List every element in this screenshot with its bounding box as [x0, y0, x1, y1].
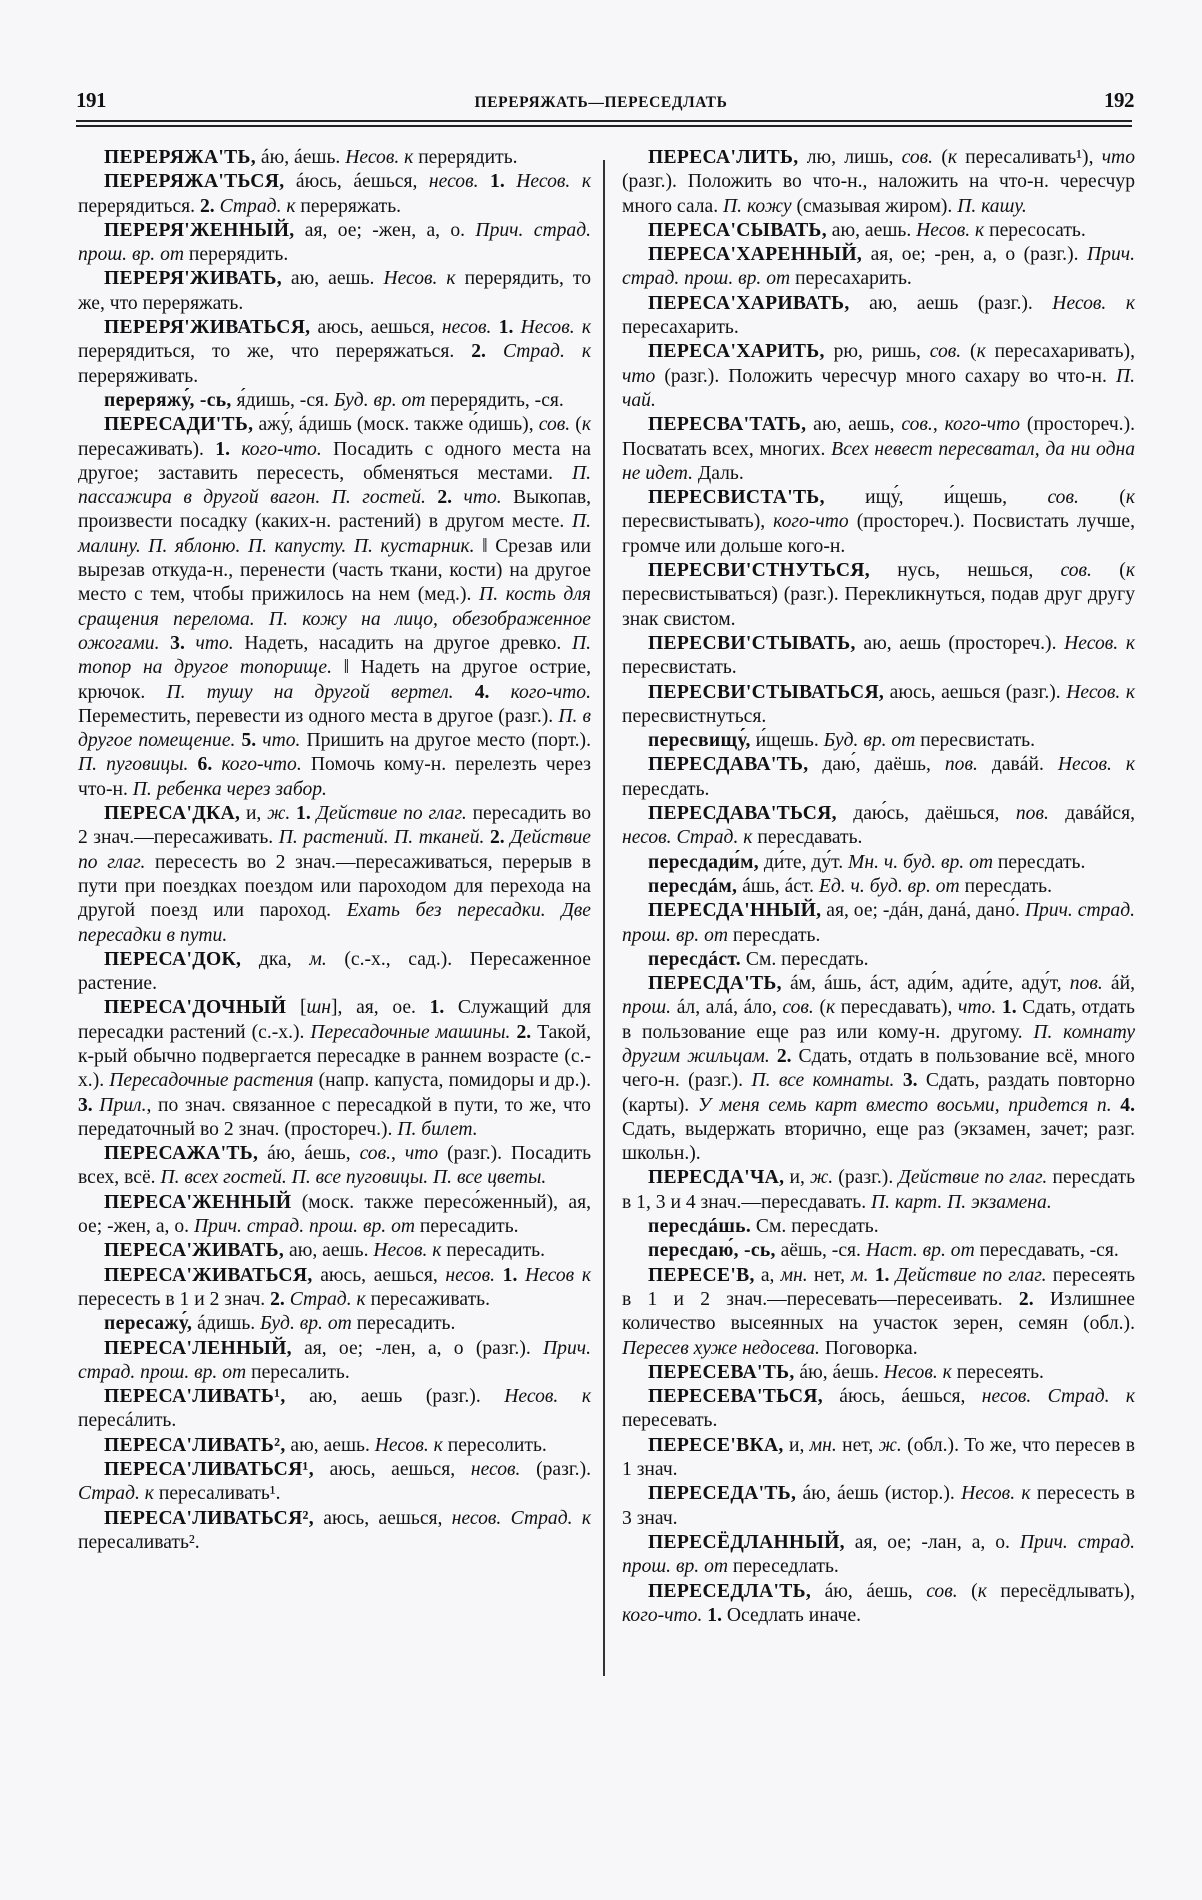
- dictionary-entry: [622, 1434, 1135, 1483]
- dictionary-entry: [622, 632, 1135, 681]
- entry-headword: пересажу́,: [104, 1313, 193, 1335]
- entry-definition: ая, ое; -дáн, данá, дано́. Прич. страд. прош. вр. от пересдать.: [622, 900, 1136, 946]
- dictionary-entry: [78, 146, 591, 170]
- entry-headword: ПЕРЕСА'ДОК,: [104, 948, 242, 970]
- entry-definition: аю, аешь, сов., кого-что (простореч.). Посватать всех, многих. Всех невест пересватал, да ни одна не идет. Даль.: [622, 414, 1136, 484]
- entry-definition: нусь, нешься, сов. (к пересвистываться) (разг.). Перекликнуться, подав друг другу знак свистом.: [622, 560, 1135, 630]
- dictionary-entry: [622, 1264, 1135, 1361]
- entry-headword: ПЕРЕСДА'ТЬ,: [648, 973, 782, 995]
- entry-headword: ПЕРЕСЕДА'ТЬ,: [648, 1483, 797, 1505]
- dictionary-entry: [78, 1191, 591, 1240]
- entry-definition: áю, áешь (истор.). Несов. к пересесть в 3 знач.: [622, 1483, 1135, 1529]
- entry-definition: даю́, даёшь, пов. давáй. Несов. к пересдать.: [622, 754, 1136, 800]
- entry-definition: аёшь, -ся. Наст. вр. от пересдавать, -ся.: [775, 1240, 1119, 1262]
- header-rule: [76, 125, 1132, 127]
- dictionary-entry: [78, 1507, 591, 1556]
- entry-headword: пересдáшь.: [648, 1216, 752, 1238]
- dictionary-entry: [622, 753, 1135, 802]
- entry-headword: ПЕРЕСДА'ЧА,: [648, 1167, 785, 1189]
- dictionary-entry: [78, 413, 591, 802]
- dictionary-entry: [78, 1434, 591, 1458]
- entry-headword: ПЕРЕРЯ'ЖИВАТЬ,: [104, 268, 282, 290]
- entry-headword: ПЕРЕСЕ'ВКА,: [648, 1434, 784, 1456]
- entry-headword: пересвищу́,: [648, 730, 751, 752]
- entry-definition: аю, аешь (разг.). Несов. к пересахарить.: [622, 292, 1135, 339]
- entry-definition: аю, аешь. Несов. к пересолить.: [285, 1434, 547, 1456]
- entry-headword: ПЕРЕСВИ'СТЫВАТЬСЯ,: [648, 681, 885, 703]
- dictionary-entry: [622, 413, 1135, 486]
- entry-headword: ПЕРЕСВА'ТАТЬ,: [648, 414, 807, 436]
- entry-headword: ПЕРЕРЯЖА'ТЬСЯ,: [104, 171, 285, 193]
- entry-definition: ди́те, ду́т. Мн. ч. буд. вр. от пересдать.: [758, 851, 1086, 873]
- entry-headword: ПЕРЕСА'ЖИВАТЬ,: [104, 1240, 285, 1262]
- dictionary-entry: [622, 1482, 1135, 1531]
- dictionary-entry: [78, 1337, 591, 1386]
- entry-definition: аюсь, аешься, несов. Страд. к пересаливать².: [78, 1507, 591, 1553]
- dictionary-entry: [622, 1166, 1135, 1215]
- entry-definition: См. пересдать.: [751, 1216, 879, 1238]
- dictionary-entry: [78, 1458, 591, 1507]
- dictionary-entry: [78, 267, 591, 316]
- entry-definition: [шн], ая, ое. 1. Служащий для пересадки растений (с.-х.). Пересадочные машины. 2. Такой, к-рый обычно подвергается пересадке в раннем возрасте (с.-х.). Пересадочные растения (напр. капуста, помидоры и др.). 3. Прил., по знач. связанное с пересадкой в пути, то же, что передаточный во 2 знач. (простореч.). П. билет.: [78, 997, 592, 1140]
- page-number-left: 191: [76, 88, 106, 112]
- dictionary-entry: [622, 559, 1135, 632]
- entry-definition: áю, áешь. Несов. к перерядить.: [255, 147, 518, 168]
- dictionary-entry: [622, 1531, 1135, 1580]
- dictionary-entry: [622, 972, 1135, 1166]
- entry-headword: пересдáст.: [648, 948, 741, 970]
- dictionary-entry: [622, 802, 1135, 851]
- entry-headword: ПЕРЕСЕВА'ТЬ,: [648, 1361, 795, 1383]
- entry-headword: ПЕРЕСА'ЛЕННЫЙ,: [104, 1337, 292, 1359]
- dictionary-entry: [622, 1239, 1135, 1263]
- entry-headword: ПЕРЕСА'ДОЧНЫЙ: [104, 997, 287, 1019]
- entry-headword: пересдаю́, -сь,: [648, 1240, 776, 1262]
- dictionary-entry: [622, 1361, 1135, 1385]
- dictionary-entry: [622, 243, 1135, 292]
- entry-definition: я́дишь, -ся. Буд. вр. от перерядить, -ся.: [231, 389, 564, 411]
- dictionary-entry: [78, 996, 591, 1142]
- entry-definition: См. пересдать.: [740, 948, 869, 970]
- dictionary-entry: [622, 948, 1135, 972]
- dictionary-entry: [622, 875, 1135, 899]
- entry-headword: ПЕРЕСА'ХАРИТЬ,: [648, 341, 825, 363]
- dictionary-entry: [78, 316, 591, 389]
- column-divider: [603, 160, 605, 1676]
- entry-definition: а, мн. нет, м. 1. Действие по глаг. пересеять в 1 и 2 знач.—пересевать—пересеивать. 2. Излишнее количество высеянных на участок зерен, семян (обл.). Пересев хуже недосева. Поговорка.: [622, 1264, 1135, 1359]
- dictionary-entry: [622, 1385, 1135, 1434]
- entry-definition: áюсь, áешься, несов. Страд. к пересевать.: [622, 1386, 1135, 1432]
- entry-definition: аю, аешь (разг.). Несов. к пересáлить.: [78, 1386, 591, 1432]
- entry-definition: ищу́, и́щешь, сов. (к пересвистывать), кого-что (простореч.). Посвистать лучше, громче или дольше кого-н.: [622, 487, 1136, 557]
- entry-definition: áю, áешь, сов., что (разг.). Посадить всех, всё. П. всех гостей. П. все пуговицы. П. все цветы.: [78, 1143, 592, 1189]
- entry-definition: áю, áешь. Несов. к пересеять.: [794, 1361, 1044, 1383]
- entry-headword: ПЕРЕСЕ'В,: [648, 1264, 755, 1286]
- entry-definition: аю, аешь. Несов. к пересосать.: [826, 219, 1086, 241]
- entry-definition: áю, áешь, сов. (к пересёдлывать), кого-что. 1. Оседлать иначе.: [622, 1580, 1135, 1626]
- dictionary-entry: [622, 1580, 1135, 1629]
- dictionary-entry: [622, 146, 1135, 219]
- entry-definition: аю, аешь. Несов. к пересадить.: [284, 1240, 545, 1262]
- entry-headword: ПЕРЕСВИ'СТЫВАТЬ,: [648, 632, 856, 654]
- entry-headword: ПЕРЕРЯ'ЖЕННЫЙ,: [104, 219, 295, 241]
- entry-definition: и, ж. (разг.). Действие по глаг. пересдать в 1, 3 и 4 знач.—пересдавать. П. карт. П. экзамена.: [622, 1167, 1136, 1213]
- entry-headword: ПЕРЕСДАВА'ТЬСЯ,: [648, 803, 837, 825]
- dictionary-entry: [78, 1264, 591, 1313]
- entry-headword: ПЕРЕСАДИ'ТЬ,: [104, 414, 254, 436]
- dictionary-entry: [622, 340, 1135, 413]
- entry-headword: ПЕРЕСА'ДКА,: [104, 803, 241, 825]
- entry-headword: ПЕРЕРЯ'ЖИВАТЬСЯ,: [104, 317, 311, 339]
- entry-headword: ПЕРЕСДАВА'ТЬ,: [648, 754, 809, 776]
- entry-definition: дка, м. (с.-х., сад.). Пересаженное растение.: [78, 948, 591, 995]
- dictionary-entry: [622, 219, 1135, 243]
- entry-definition: и́щешь. Буд. вр. от пересвистать.: [750, 730, 1035, 752]
- entry-definition: áдишь. Буд. вр. от пересадить.: [192, 1313, 456, 1335]
- entry-definition: и, ж. 1. Действие по глаг. пересадить во 2 знач.—пересаживать. П. растений. П. тканей. 2. Действие по глаг. пересесть во 2 знач.—пересаживаться, перерыв в пути при поездках поездом или пароходом для перехода на другой поезд или пароход. Ехать без пересадки. Две пересадки в пути.: [78, 803, 592, 946]
- entry-definition: рю, ришь, сов. (к пересахаривать), что (разг.). Положить чересчур много сахару во что-н. П. чай.: [622, 341, 1135, 411]
- entry-definition: аюсь, аешься, несов. (разг.). Страд. к пересаливать¹.: [78, 1459, 591, 1505]
- dictionary-entry: [78, 1239, 591, 1263]
- dictionary-entry: [622, 292, 1135, 341]
- entry-definition: ая, ое; -лен, а, о (разг.). Прич. страд. прош. вр. от пересалить.: [78, 1337, 591, 1383]
- dictionary-entry: [78, 948, 591, 997]
- dictionary-entry: [78, 802, 591, 948]
- entry-headword: ПЕРЕСА'ЛИВАТЬСЯ¹,: [104, 1459, 314, 1481]
- entry-definition: аю, аешь. Несов. к перерядить, то же, что переряжать.: [78, 268, 591, 314]
- entry-definition: лю, лишь, сов. (к пересаливать¹), что (разг.). Положить во что-н., наложить на что-н. чересчур много сала. П. кожу (смазывая жиром). П. кашу.: [622, 147, 1135, 217]
- entry-headword: ПЕРЕСВИ'СТНУТЬСЯ,: [648, 560, 870, 582]
- dictionary-entry: [622, 1215, 1135, 1239]
- entry-headword: ПЕРЕСДА'ННЫЙ,: [648, 900, 822, 922]
- dictionary-entry: [622, 851, 1135, 875]
- entry-headword: ПЕРЕСА'ЛИТЬ,: [648, 147, 799, 168]
- page-header: [0, 88, 1202, 118]
- dictionary-entry: [78, 170, 591, 219]
- entry-definition: даю́сь, даёшься, пов. давáйся, несов. Страд. к пересдавать.: [622, 803, 1135, 849]
- left-column: [78, 146, 591, 1555]
- running-title: ПЕРЕРЯЖАТЬ—ПЕРЕСЕДЛАТЬ: [474, 94, 728, 111]
- dictionary-entry: [622, 681, 1135, 730]
- entry-headword: ПЕРЕСА'ЛИВАТЬ²,: [104, 1434, 286, 1456]
- entry-definition: аю, аешь (простореч.). Несов. к пересвистать.: [622, 632, 1135, 679]
- dictionary-entry: [78, 389, 591, 413]
- entry-headword: ПЕРЕСВИСТА'ТЬ,: [648, 487, 825, 509]
- header-rule: [76, 120, 1132, 122]
- entry-headword: пересдáм,: [648, 875, 738, 897]
- entry-definition: ая, ое; -лан, а, о. Прич. страд. прош. вр. от переседлать.: [622, 1531, 1136, 1578]
- dictionary-entry: [78, 1312, 591, 1336]
- entry-headword: ПЕРЕРЯЖА'ТЬ,: [104, 147, 256, 168]
- entry-definition: аюсь, аешься, несов. 1. Несов. к перерядиться, то же, что переряжаться. 2. Страд. к переряживать.: [78, 317, 591, 387]
- entry-headword: ПЕРЕСА'СЫВАТЬ,: [648, 219, 827, 241]
- entry-headword: ПЕРЕСА'ХАРЕННЫЙ,: [648, 244, 863, 266]
- entry-headword: переряжу́, -сь,: [104, 389, 232, 411]
- entry-headword: ПЕРЕСА'ЛИВАТЬСЯ²,: [104, 1507, 314, 1529]
- entry-definition: аюсь, аешься (разг.). Несов. к пересвистнуться.: [622, 681, 1135, 727]
- entry-headword: ПЕРЕСЕВА'ТЬСЯ,: [648, 1386, 823, 1408]
- entry-headword: ПЕРЕСА'ЖЕННЫЙ: [104, 1191, 292, 1213]
- entry-headword: ПЕРЕСЁДЛАННЫЙ,: [648, 1531, 845, 1553]
- entry-headword: ПЕРЕСЕДЛА'ТЬ,: [648, 1580, 812, 1602]
- entry-definition: áм, áшь, áст, ади́м, ади́те, аду́т, пов. áй, прош. áл, алá, áло, сов. (к пересдавать), что. 1. Сдать, отдать в пользование еще раз или кому-н. другому. П. комнату другим жильцам. 2. Сдать, отдать в пользование всё, много чего-н. (разг.). П. все комнаты. 3. Сдать, раздать повторно (карты). У меня семь карт вместо восьми, придется п. 4. Сдать, выдержать вторично, еще раз (экзамен, зачет; разг. школьн.).: [622, 973, 1136, 1165]
- entry-definition: ая, ое; -жен, а, о. Прич. страд. прош. вр. от перерядить.: [78, 219, 591, 266]
- dictionary-entry: [622, 899, 1135, 948]
- entry-definition: ая, ое; -рен, а, о (разг.). Прич. страд. прош. вр. от пересахарить.: [622, 244, 1135, 290]
- dictionary-entry: [622, 729, 1135, 753]
- entry-definition: и, мн. нет, ж. (обл.). То же, что пересев в 1 знач.: [622, 1434, 1136, 1481]
- dictionary-entry: [78, 1385, 591, 1434]
- entry-headword: ПЕРЕСА'ЛИВАТЬ¹,: [104, 1386, 286, 1408]
- entry-headword: ПЕРЕСАЖА'ТЬ,: [104, 1143, 259, 1165]
- entry-definition: (моск. также пересо́женный), ая, ое; -жен, а, о. Прич. страд. прош. вр. от пересадить.: [78, 1191, 591, 1238]
- right-column: [622, 146, 1135, 1628]
- entry-headword: ПЕРЕСА'ЖИВАТЬСЯ,: [104, 1264, 313, 1286]
- entry-definition: ажу́, áдишь (моск. также о́дишь), сов. (к пересаживать). 1. кого-что. Посадить с одного места на другое; заставить пересесть, обменяться местами. П. пассажира в другой вагон. П. гостей. 2. что. Выкопав, произвести посадку (каких-н. растений) в другом месте. П. малину. П. яблоню. П. капусту. П. кустарник. ‖ Срезав или вырезав откуда-н., перенести (часть ткани, кости) на другое место с тем, чтобы прижилось на нем (мед.). П. кость для сращения перелома. П. кожу на лицо, обезображенное ожогами. 3. что. Надеть, насадить на другое древко. П. топор на другое топорище. ‖ Надеть на другое острие, крючок. П. тушу на другой вертел. 4. кого-что. Переместить, перевести из одного места в другое (разг.). П. в другое помещение. 5. что. Пришить на другое место (порт.). П. пуговицы. 6. кого-что. Помочь кому-н. перелезть через что-н. П. ребенка через забор.: [78, 414, 592, 800]
- entry-definition: аюсь, аешься, несов. 1. Несов к пересесть в 1 и 2 знач. 2. Страд. к пересаживать.: [78, 1264, 591, 1310]
- entry-headword: пересдади́м,: [648, 851, 759, 873]
- page-number-right: 192: [1104, 88, 1134, 112]
- entry-definition: áшь, áст. Ед. ч. буд. вр. от пересдать.: [737, 875, 1053, 897]
- dictionary-entry: [78, 219, 591, 268]
- entry-definition: áюсь, áешься, несов. 1. Несов. к перерядиться. 2. Страд. к переряжать.: [78, 171, 591, 217]
- entry-headword: ПЕРЕСА'ХАРИВАТЬ,: [648, 292, 850, 314]
- dictionary-entry: [622, 486, 1135, 559]
- dictionary-entry: [78, 1142, 591, 1191]
